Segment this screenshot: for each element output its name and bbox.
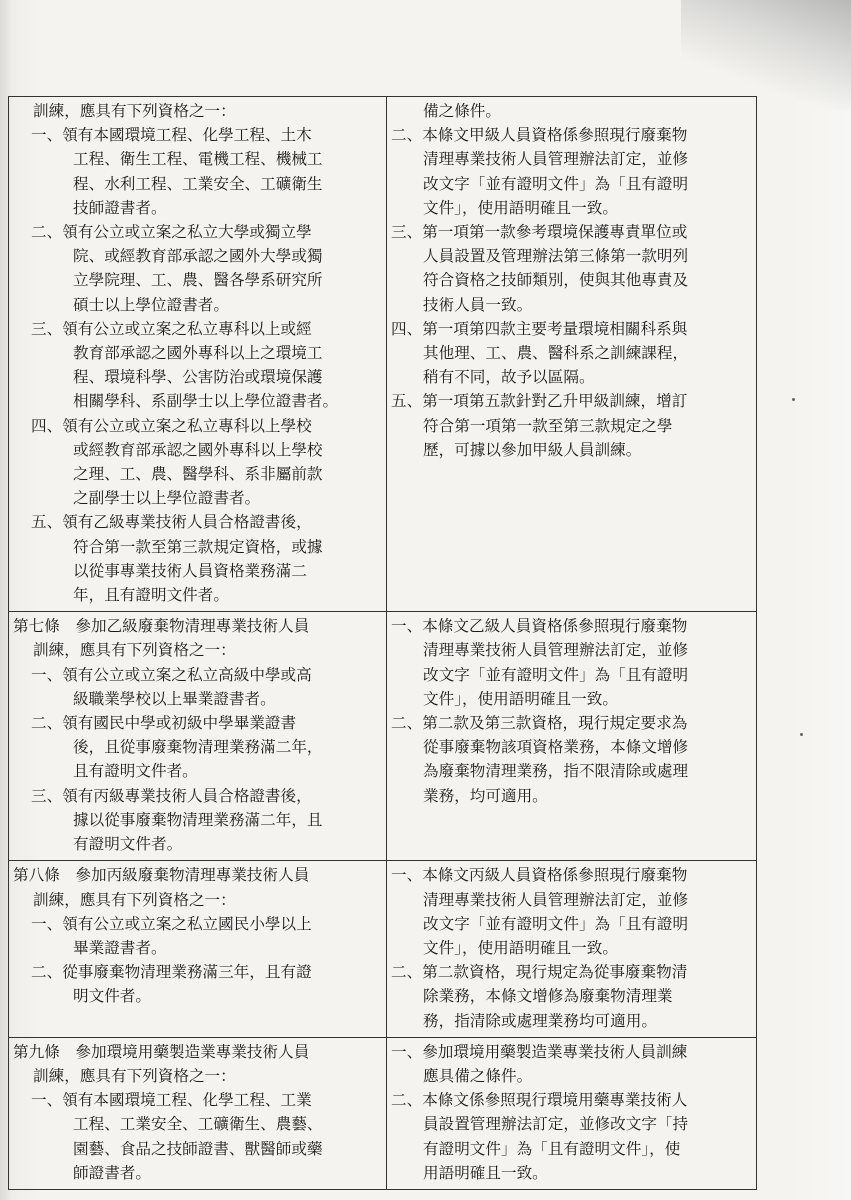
- text-line: 技術人員一致。: [423, 295, 533, 314]
- scan-speck: [800, 733, 803, 736]
- text-line: 四、第一項第四款主要考量環境相關科系與: [391, 319, 688, 338]
- text-line: 稍有不同，故予以區隔。: [423, 368, 595, 387]
- text-line: 清理專業技術人員管理辦法訂定，並修: [423, 150, 689, 169]
- scan-speck: [792, 398, 795, 401]
- text-line: 員設置管理辦法訂定，並修改文字「持: [423, 1115, 689, 1134]
- text-line: 五、領有乙級專業技術人員合格證書後，: [31, 513, 312, 532]
- text-line: 從事廢棄物該項資格業務，本條文增修: [423, 738, 689, 757]
- text-line: 文件」，使用語明確且一致。: [423, 689, 618, 708]
- text-line: 三、領有丙級專業技術人員合格證書後，: [31, 786, 312, 805]
- text-line: 其他理、工、農、醫科系之訓練課程，: [423, 344, 689, 363]
- text-line: 為廢棄物清理業務，指不限清除或處理: [423, 762, 689, 781]
- text-line: 一、本條文乙級人員資格係參照現行廢棄物: [391, 617, 688, 636]
- text-line: 據以從事廢棄物清理業務滿二年，且: [73, 810, 323, 829]
- text-line: 一、領有本國環境工程、化學工程、土木: [31, 126, 312, 145]
- article-8-explanation: [387, 861, 757, 1037]
- text-line: 有證明文件者。: [73, 835, 183, 854]
- text-line: 第八條 參加丙級廢棄物清理專業技術人員: [13, 866, 310, 885]
- text-line: 文件」，使用語明確且一致。: [423, 198, 618, 217]
- text-line: 技師證書者。: [73, 198, 167, 217]
- text-line: 二、領有公立或立案之私立大學或獨立學: [31, 223, 312, 242]
- text-line: 人員設置及管理辦法第三條第一款明列: [423, 247, 689, 266]
- text-line: 備之條件。: [423, 102, 501, 120]
- article-7-explanation: [387, 612, 757, 861]
- text-line: 訓練，應具有下列資格之一：: [33, 890, 236, 909]
- page-fold-shadow: [681, 0, 851, 110]
- text-line: 務，指清除或處理業務均可適用。: [423, 1011, 657, 1030]
- text-line: 一、領有本國環境工程、化學工程、工業: [31, 1091, 312, 1110]
- text-line: 之副學士以上學位證書者。: [73, 489, 261, 508]
- text-line: 二、本條文甲級人員資格係參照現行廢棄物: [391, 126, 688, 145]
- text-line: 訓練，應具有下列資格之一：: [33, 102, 236, 120]
- text-line: 明文件者。: [73, 987, 151, 1006]
- text-line: 園藝、食品之技師證書、獸醫師或藥: [73, 1139, 323, 1158]
- text-line: 一、領有公立或立案之私立高級中學或高: [31, 665, 312, 684]
- text-line: 一、參加環境用藥製造業專業技術人員訓練: [391, 1042, 688, 1061]
- text-line: 二、本條文係參照現行環境用藥專業技術人: [391, 1091, 688, 1110]
- text-line: 年，且有證明文件者。: [73, 586, 229, 605]
- text-line: 立學院理、工、農、醫各學系研究所: [73, 271, 323, 290]
- regulation-comparison-table: [8, 96, 757, 1190]
- text-line: 改文字「並有證明文件」為「且有證明: [423, 665, 689, 684]
- text-line: 以從事專業技術人員資格業務滿二: [73, 561, 307, 580]
- text-line: 二、第二款資格，現行規定為從事廢棄物清: [391, 963, 688, 982]
- text-line: 改文字「並有證明文件」為「且有證明: [423, 174, 689, 193]
- text-line: 歷，可據以參加甲級人員訓練。: [423, 440, 642, 459]
- text-line: 三、第一項第一款參考環境保護專責單位或: [391, 223, 688, 242]
- text-line: 二、從事廢棄物清理業務滿三年，且有證: [31, 963, 312, 982]
- text-line: 畢業證書者。: [73, 938, 167, 957]
- article-8-provision: [9, 861, 387, 1037]
- article-8-row: [9, 861, 757, 1037]
- article-9-provision: [9, 1037, 387, 1189]
- text-line: 符合第一款至第三款規定資格，或據: [73, 537, 323, 556]
- article-6-explanation: [387, 97, 757, 612]
- text-line: 工程、衛生工程、電機工程、機械工: [73, 150, 323, 169]
- text-line: 碩士以上學位證書者。: [73, 295, 229, 314]
- text-line: 符合第一項第一款至第三款規定之學: [423, 416, 673, 435]
- text-line: 除業務，本條文增修為廢棄物清理業: [423, 987, 673, 1006]
- text-line: 業務，均可適用。: [423, 786, 548, 805]
- text-line: 二、第二款及第三款資格，現行規定要求為: [391, 714, 688, 733]
- text-line: 符合資格之技師類別，使與其他專責及: [423, 271, 689, 290]
- text-line: 一、領有公立或立案之私立國民小學以上: [31, 914, 312, 933]
- article-6-provision: [9, 97, 387, 612]
- text-line: 教育部承認之國外專科以上之環境工: [73, 344, 323, 363]
- text-line: 用語明確且一致。: [423, 1163, 548, 1182]
- text-line: 級職業學校以上畢業證書者。: [73, 689, 276, 708]
- text-line: 四、領有公立或立案之私立專科以上學校: [31, 416, 312, 435]
- text-line: 相關學科、系副學士以上學位證書者。: [73, 392, 339, 411]
- article-6-row: [9, 97, 757, 612]
- article-7-provision: [9, 612, 387, 861]
- text-line: 訓練，應具有下列資格之一：: [33, 1066, 236, 1085]
- text-line: 清理專業技術人員管理辦法訂定，並修: [423, 641, 689, 660]
- article-9-row: [9, 1037, 757, 1189]
- text-line: 師證書者。: [73, 1163, 151, 1182]
- text-line: 第七條 參加乙級廢棄物清理專業技術人員: [13, 617, 310, 636]
- text-line: 應具備之條件。: [423, 1066, 533, 1085]
- text-line: 程、環境科學、公害防治或環境保護: [73, 368, 323, 387]
- text-line: 文件」，使用語明確且一致。: [423, 938, 618, 957]
- text-line: 第九條 參加環境用藥製造業專業技術人員: [13, 1042, 310, 1061]
- text-line: 二、領有國民中學或初級中學畢業證書: [31, 714, 297, 733]
- text-line: 改文字「並有證明文件」為「且有證明: [423, 914, 689, 933]
- text-line: 或經教育部承認之國外專科以上學校: [73, 440, 323, 459]
- text-line: 程、水利工程、工業安全、工礦衛生: [73, 174, 323, 193]
- article-7-row: [9, 612, 757, 861]
- text-line: 之理、工、農、醫學科、系非屬前款: [73, 465, 323, 484]
- text-line: 院、或經教育部承認之國外大學或獨: [73, 247, 323, 266]
- text-line: 後，且從事廢棄物清理業務滿二年，: [73, 738, 323, 757]
- text-line: 訓練，應具有下列資格之一：: [33, 641, 236, 660]
- text-line: 有證明文件」為「且有證明文件」，使: [423, 1139, 681, 1158]
- article-9-explanation: [387, 1037, 757, 1189]
- text-line: 工程、工業安全、工礦衛生、農藝、: [73, 1115, 323, 1134]
- text-line: 五、第一項第五款針對乙升甲級訓練，增訂: [391, 392, 688, 411]
- text-line: 三、領有公立或立案之私立專科以上或經: [31, 319, 312, 338]
- text-line: 一、本條文丙級人員資格係參照現行廢棄物: [391, 866, 688, 885]
- text-line: 且有證明文件者。: [73, 762, 198, 781]
- text-line: 清理專業技術人員管理辦法訂定，並修: [423, 890, 689, 909]
